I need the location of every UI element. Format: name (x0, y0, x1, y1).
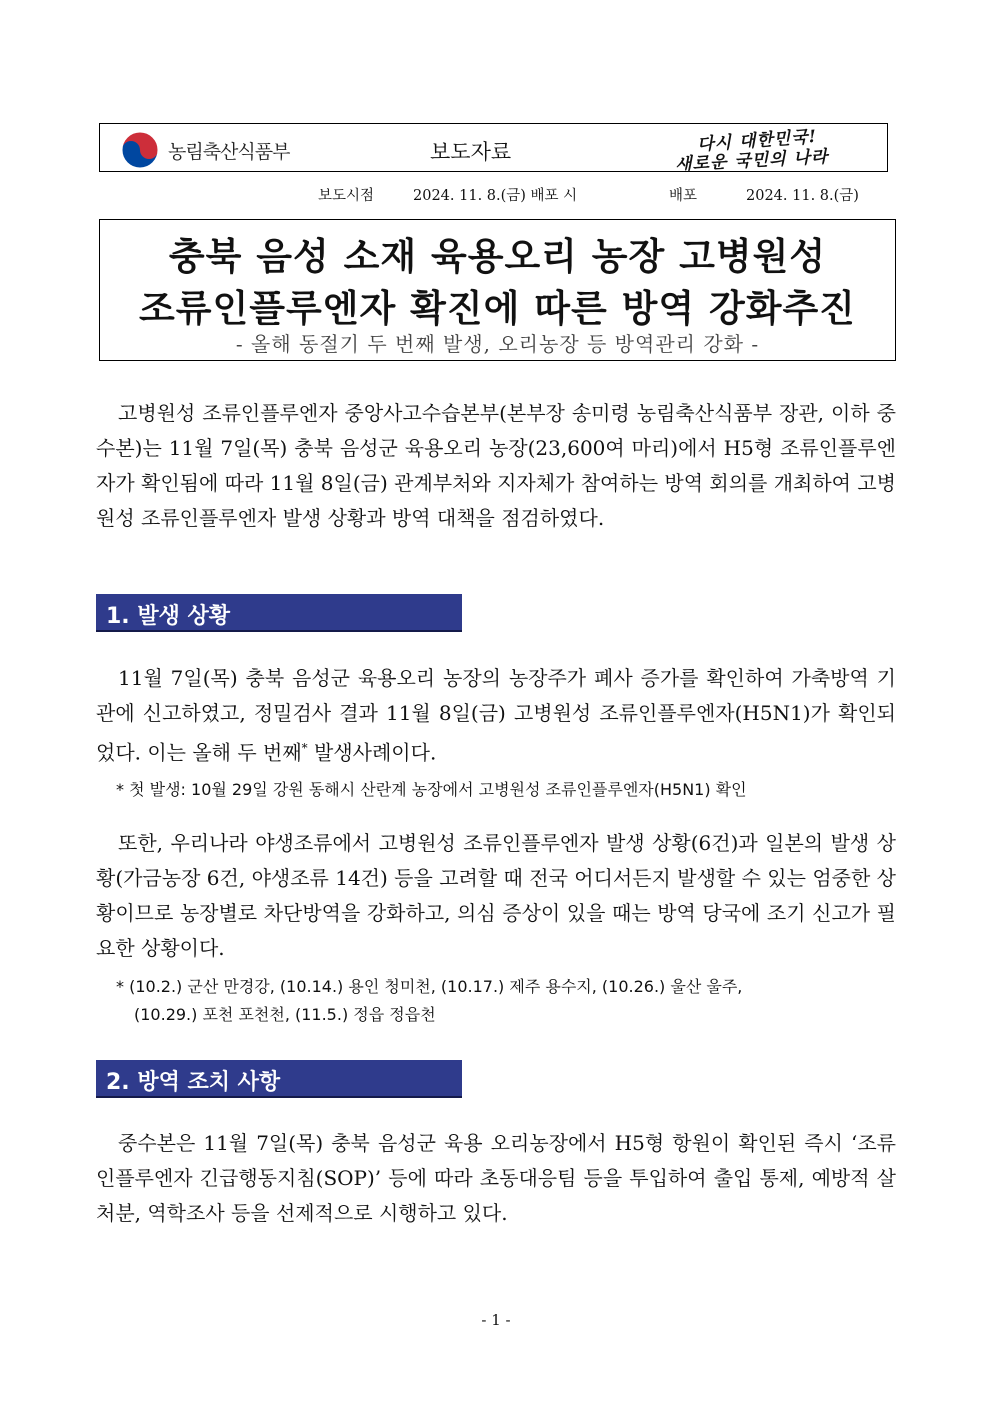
footnote-1: * 첫 발생: 10월 29일 강원 동해시 산란계 농장에서 고병원성 조류인플루엔자(H5N1) 확인 (116, 780, 747, 799)
government-slogan (674, 126, 855, 175)
release-time-label: 보도시점 (318, 188, 375, 204)
page-number: - 1 - (481, 1311, 511, 1329)
release-time-value: 2024. 11. 8.(금) 배포 시 (413, 188, 578, 204)
section1-paragraph-1: 11월 7일(목) 충북 음성군 육용오리 농장의 농장주가 폐사 증가를 확인하여 가축방역 기관에 신고하였고, 정밀검사 결과 11월 8일(금) 고병원성 조류인플루엔자(H5N1)가 확인되었다. 이는 올해 두 번째* 발생사례이다. (96, 666, 896, 765)
section2-paragraph-1: 중수본은 11월 7일(목) 충북 음성군 육용 오리농장에서 H5형 항원이 확인된 즉시 ‘조류인플루엔자 긴급행동지침(SOP)’ 등에 따라 초동대응팀 등을 투입하여 출입 통제, 예방적 살처분, 역학조사 등을 선제적으로 시행하고 있다. (96, 1131, 896, 1225)
intro-paragraph: 고병원성 조류인플루엔자 중앙사고수습본부(본부장 송미령 농림축산식품부 장관, 이하 중수본)는 11월 7일(목) 충북 음성군 육용오리 농장(23,600여 마리)에서 H5형 조류인플루엔자가 확인됨에 따라 11월 8일(금) 관계부처와 지자체가 참여하는 방역 회의를 개최하여 고병원성 조류인플루엔자 발생 상황과 방역 대책을 점검하였다. (96, 401, 896, 530)
footnote-2-line-2: (10.29.) 포천 포천천, (11.5.) 정읍 정읍천 (134, 1005, 436, 1024)
footnote-2-line-1: * (10.2.) 군산 만경강, (10.14.) 용인 청미천, (10.17.) 제주 용수지, (10.26.) 울산 울주, (116, 977, 743, 996)
section-heading-1 (96, 594, 462, 632)
document-type: 보도자료 (430, 140, 512, 164)
section-heading-2-text: 2. 방역 조치 사항 (106, 1070, 281, 1095)
title-line-2: 조류인플루엔자 확진에 따른 방역 강화추진 (139, 287, 856, 330)
taegeuk-logo-icon (120, 130, 160, 170)
distribution-label: 배포 (669, 188, 698, 204)
title-line-1: 충북 음성 소재 육용오리 농장 고병원성 (168, 235, 827, 278)
ministry-name: 농림축산식품부 (168, 141, 290, 163)
section-heading-2 (96, 1060, 462, 1098)
slogan-line-1: 다시 대한민국! (696, 126, 818, 156)
section-heading-1-text: 1. 발생 상황 (106, 604, 230, 629)
distribution-value: 2024. 11. 8.(금) (746, 188, 859, 204)
section1-paragraph-2: 또한, 우리나라 야생조류에서 고병원성 조류인플루엔자 발생 상황(6건)과 일본의 발생 상황(가금농장 6건, 야생조류 14건) 등을 고려할 때 전국 어디서든지 발생할 수 있는 엄중한 상황이므로 농장별로 차단방역을 강화하고, 의심 증상이 있을 때는 방역 당국에 조기 신고가 필요한 상황이다. (96, 831, 896, 960)
footnote-marker: * (301, 741, 308, 755)
title-box (99, 219, 896, 361)
subtitle: - 올해 동절기 두 번째 발생, 오리농장 등 방역관리 강화 - (235, 332, 760, 356)
slogan-line-2: 새로운 국민의 나라 (674, 147, 829, 175)
press-header (99, 123, 888, 175)
